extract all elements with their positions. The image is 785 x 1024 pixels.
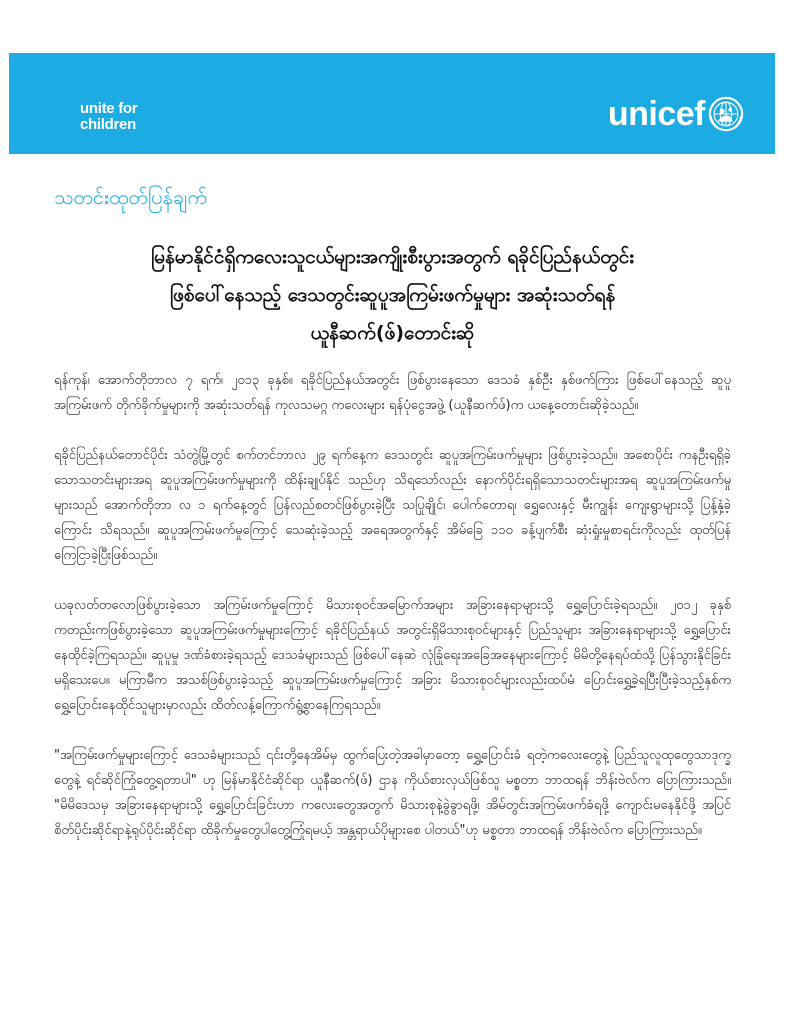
unicef-logo — [608, 95, 745, 133]
slogan-line-1: unite for — [80, 100, 138, 117]
paragraph-4: "အကြမ်းဖက်မှုများကြောင့် ဒေသခံများသည် ၎င်းတို့နေအိမ်မှ ထွက်ပြေးတဲ့အခါမှာတော့ ရွှေ့ပြောင်းခံ ရတဲ့ကလေးတွေနဲ့ ပြည်သူလူထုတွေသာဒုက္ခတွေနဲ့ ရင်ဆိုင်ကြုံတွေ့ရတာပါ" ဟု မြန်မာနိုင်ငံဆိုင်ရာ ယူနီဆက်(ဖ်) ဌာန ကိုယ်စားလှယ်ဖြစ်သူ မစ္စတာ ဘာထရန် ဘိန်းဗဲလ်က ပြောကြားသည်။ "မိမိဒေသမှ အခြားနေရာများသို့ ရွှေ့ပြောင်းခြင်းဟာ ကလေးတွေအတွက် မိသားစုနဲ့ခွဲခွာရဖို့၊ အိမ်တွင်းအကြမ်းဖက်ခံရဖို့ ကျောင်းမနေနိုင်ဖို့ အပြင် စိတ်ပိုင်းဆိုင်ရာနဲ့ရုပ်ပိုင်းဆိုင်ရာ ထိခိုက်မှုတွေပါတွေ့ကြုံရမယ့် အန္တရာယ်ပိုများစေ ပါတယ်"ဟု မစ္စတာ ဘာထရန် ဘိန်းဗဲလ်က ပြောကြားသည်။ — [54, 748, 731, 838]
press-release-label: သတင်းထုတ်ပြန်ချက် — [54, 185, 207, 209]
slogan — [80, 101, 137, 133]
logo-wordmark: unicef — [607, 95, 705, 133]
headline-line-3: ယူနီဆက်(ဖ်)တောင်းဆို — [310, 322, 475, 344]
headline — [54, 238, 731, 352]
header-banner — [9, 53, 775, 154]
article-body — [54, 368, 731, 868]
headline-line-2: ဖြစ်ပေါ်နေသည့် ဒေသတွင်းဆူပူအကြမ်းဖက်မှုများ အဆုံးသတ်ရန် — [169, 284, 616, 306]
unicef-emblem-icon — [707, 95, 745, 133]
paragraph-2: ရခိုင်ပြည်နယ်တောင်ပိုင်း သံတွဲမြို့တွင် စက်တင်ဘာလ ၂၉ ရက်နေ့က ဒေသတွင်း ဆူပူအကြမ်းဖက်မှုများ ဖြစ်ပွားခဲ့သည်။ အစောပိုင်း ကနဦးရရှိခဲ့ သောသတင်းများအရ ဆူပူအကြမ်းဖက်မှုများကို ထိန်းချုပ်နိုင် သည်ဟု သိရသော်လည်း နောက်ပိုင်းရရှိသောသတင်းများအရ ဆူပူအကြမ်းဖက်မှုများသည် အောက်တိုဘာ လ ၁ ရက်နေ့တွင် ပြန်လည်စတင်ဖြစ်ပွားခဲ့ပြီး သပြုချိုင်၊ ပေါက်တောရ၊ ရွှေလေးနှင့် မီးကျွန်း ကျေးရွာများသို့ ပြန့်နှံ့ခဲ့ကြောင်း သိရသည်။ ဆူပူအကြမ်းဖက်မှုကြောင့် သေဆုံးခဲ့သည့် အရေအတွက်နှင့် အိမ်ခြေ ၁၁၀ ခန့်ပျက်စီး ဆုံးရှုံးမှုစာရင်းကိုလည်း ထုတ်ပြန် ကြေငြာခဲ့ပြီးဖြစ်သည်။ — [54, 448, 731, 563]
headline-line-1: မြန်မာနိုင်ငံရှိကလေးသူငယ်များအကျိုးစီးပွားအတွက် ရခိုင်ပြည်နယ်တွင်း — [150, 246, 635, 268]
paragraph-3: ယခုလတ်တလောဖြစ်ပွားခဲ့သော အကြမ်းဖက်မှုကြောင့် မိသားစုဝင်အမြောက်အများ အခြားနေရာများသို့ ရွှေ့ပြောင်းခဲ့ရသည်။ ၂၀၁၂ ခုနှစ်ကတည်းကဖြစ်ပွားခဲ့သော ဆူပူအကြမ်းဖက်မှုများကြောင့် ရခိုင်ပြည်နယ် အတွင်းရှိမိသားစုဝင်များနှင့် ပြည်သူများ အခြားနေရာများသို့ ရွှေ့ပြောင်းနေထိုင်ခဲ့ကြရသည်။ ဆူပူမှု ဒဏ်ခံစားခဲ့ရသည့် ဒေသခံများသည် ဖြစ်ပေါ်နေဆဲ လုံခြုံရေးအခြေအနေများကြောင့် မိမိတို့နေရပ်ထံသို့ ပြန်သွားနိုင်ခြင်း မရှိသေးပေ။ မကြာမီက အသစ်ဖြစ်ပွားခဲ့သည့် ဆူပူအကြမ်းဖက်မှုကြောင့် အခြား မိသားစုဝင်များလည်းထပ်မံ ပြောင်းရွှေ့ခဲ့ရပြီးပြီးခဲ့သည့်နှစ်က ရွှေ့ပြောင်းနေထိုင်သူများမှာလည်း ထိတ်လန့်ကြောက်ရွံ့စွာနေကြရသည်။ — [54, 598, 731, 713]
paragraph-1: ရန်ကုန်၊ အောက်တိုဘာလ ၇ ရက်၊ ၂၀၁၃ ခုနှစ်။ ရခိုင်ပြည်နယ်အတွင်း ဖြစ်ပွားနေသော ဒေသခံ နှစ်ဦး နှစ်ဖက်ကြား ဖြစ်ပေါ်နေသည့် ဆူပူအကြမ်းဖက် တိုက်ခိုက်မှုများကို အဆုံးသတ်ရန် ကုလသမဂ္ဂ ကလေးများ ရန်ပုံငွေအဖွဲ့ (ယူနီဆက်ဖ်)က ယနေ့တောင်းဆိုခဲ့သည်။ — [54, 373, 731, 413]
slogan-line-2: children — [80, 116, 136, 133]
